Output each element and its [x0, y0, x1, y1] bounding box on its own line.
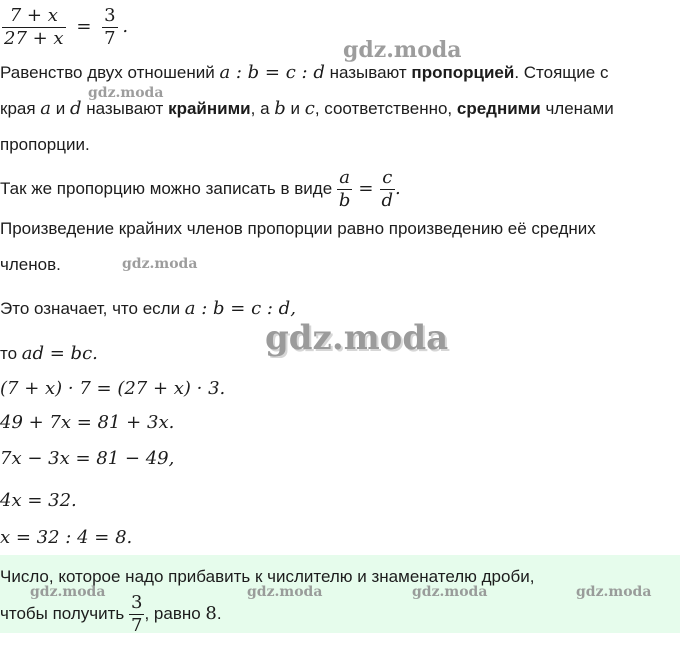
- bold-term: крайними: [168, 99, 251, 118]
- answer-line: [0, 592, 222, 636]
- text: членами: [540, 99, 614, 118]
- fraction-numerator: 3: [131, 592, 143, 614]
- text: Равенство двух отношений: [0, 63, 220, 82]
- solution-step: (7 + x) · 7 = (27 + x) · 3.: [0, 378, 226, 399]
- paragraph-line: [0, 254, 61, 276]
- fraction-denominator: b: [338, 190, 351, 212]
- watermark: gdz.moda: [576, 584, 652, 600]
- text: то: [0, 344, 22, 363]
- solution-step: 7x − 3x = 81 − 49,: [0, 448, 175, 469]
- top-fraction-left-numerator: 7 + x: [9, 5, 58, 26]
- comma: ,: [290, 298, 296, 319]
- period: .: [92, 343, 98, 364]
- fraction-denominator: 7: [131, 615, 143, 637]
- math-inline: b: [274, 98, 286, 119]
- text: Это означает, что если: [0, 299, 185, 318]
- paragraph-line: [0, 98, 614, 120]
- fraction-a-b: [337, 168, 353, 211]
- math-inline: a : b = c : d: [219, 62, 325, 83]
- text: чтобы получить: [0, 604, 130, 623]
- text: . Стоящие с: [514, 63, 609, 82]
- paragraph-line: [0, 218, 596, 240]
- watermark: gdz.moda: [412, 584, 488, 600]
- math-inline: a : b = c : d: [184, 298, 291, 319]
- text: Произведение крайних членов пропорции равно произведению её средних: [0, 219, 596, 238]
- text: называют: [324, 63, 412, 82]
- text: Так же пропорцию можно записать в виде: [0, 179, 337, 198]
- equals-sign: =: [358, 178, 374, 199]
- text: , равно: [144, 604, 206, 623]
- math-inline: ad = bc: [21, 343, 93, 364]
- period: .: [395, 178, 401, 199]
- bold-term: пропорцией: [411, 63, 515, 82]
- watermark: gdz.moda: [343, 37, 462, 63]
- solution-step: 49 + 7x = 81 + 3x.: [0, 412, 175, 433]
- paragraph-line: [0, 343, 98, 365]
- fraction-c-d: [380, 168, 396, 211]
- equals-sign: =: [76, 15, 92, 37]
- top-fraction-right-denominator: 7: [104, 28, 116, 49]
- text: , а: [250, 99, 275, 118]
- watermark: gdz.moda: [88, 85, 164, 101]
- fraction-numerator: c: [382, 167, 393, 189]
- text: и: [285, 99, 305, 118]
- paragraph-line: [0, 298, 296, 320]
- solution-step: x = 32 : 4 = 8.: [0, 527, 133, 548]
- solution-step: 4x = 32.: [0, 490, 77, 511]
- paragraph-line: [0, 62, 608, 84]
- text: , соответственно,: [314, 99, 457, 118]
- period: .: [216, 604, 222, 623]
- period: .: [122, 15, 129, 37]
- math-inline: d: [69, 98, 82, 119]
- paragraph-line: [0, 134, 90, 156]
- top-fraction-right-numerator: 3: [104, 5, 116, 26]
- watermark: gdz.moda: [30, 584, 106, 600]
- answer-fraction: [129, 593, 144, 636]
- text: края: [0, 99, 41, 118]
- watermark: gdz.moda: [247, 584, 323, 600]
- bold-term: средними: [456, 99, 541, 118]
- top-fraction-left: [2, 6, 66, 49]
- fraction-numerator: a: [339, 167, 351, 189]
- fraction-denominator: d: [381, 190, 394, 212]
- paragraph-line: [0, 166, 401, 212]
- watermark: gdz.moda: [122, 256, 198, 272]
- text: называют: [81, 99, 169, 118]
- top-fraction-right: [102, 6, 117, 49]
- text: членов.: [0, 255, 61, 274]
- text: пропорции.: [0, 135, 90, 154]
- math-inline: c: [304, 98, 315, 119]
- text: Число, которое надо прибавить к числителю и знаменателю дроби,: [0, 567, 535, 586]
- text: и: [51, 99, 70, 118]
- top-equation: [2, 6, 128, 49]
- math-inline: a: [40, 98, 52, 119]
- top-fraction-left-denominator: 27 + x: [4, 28, 64, 49]
- watermark: gdz.moda: [265, 318, 449, 358]
- answer-value: 8: [205, 603, 217, 624]
